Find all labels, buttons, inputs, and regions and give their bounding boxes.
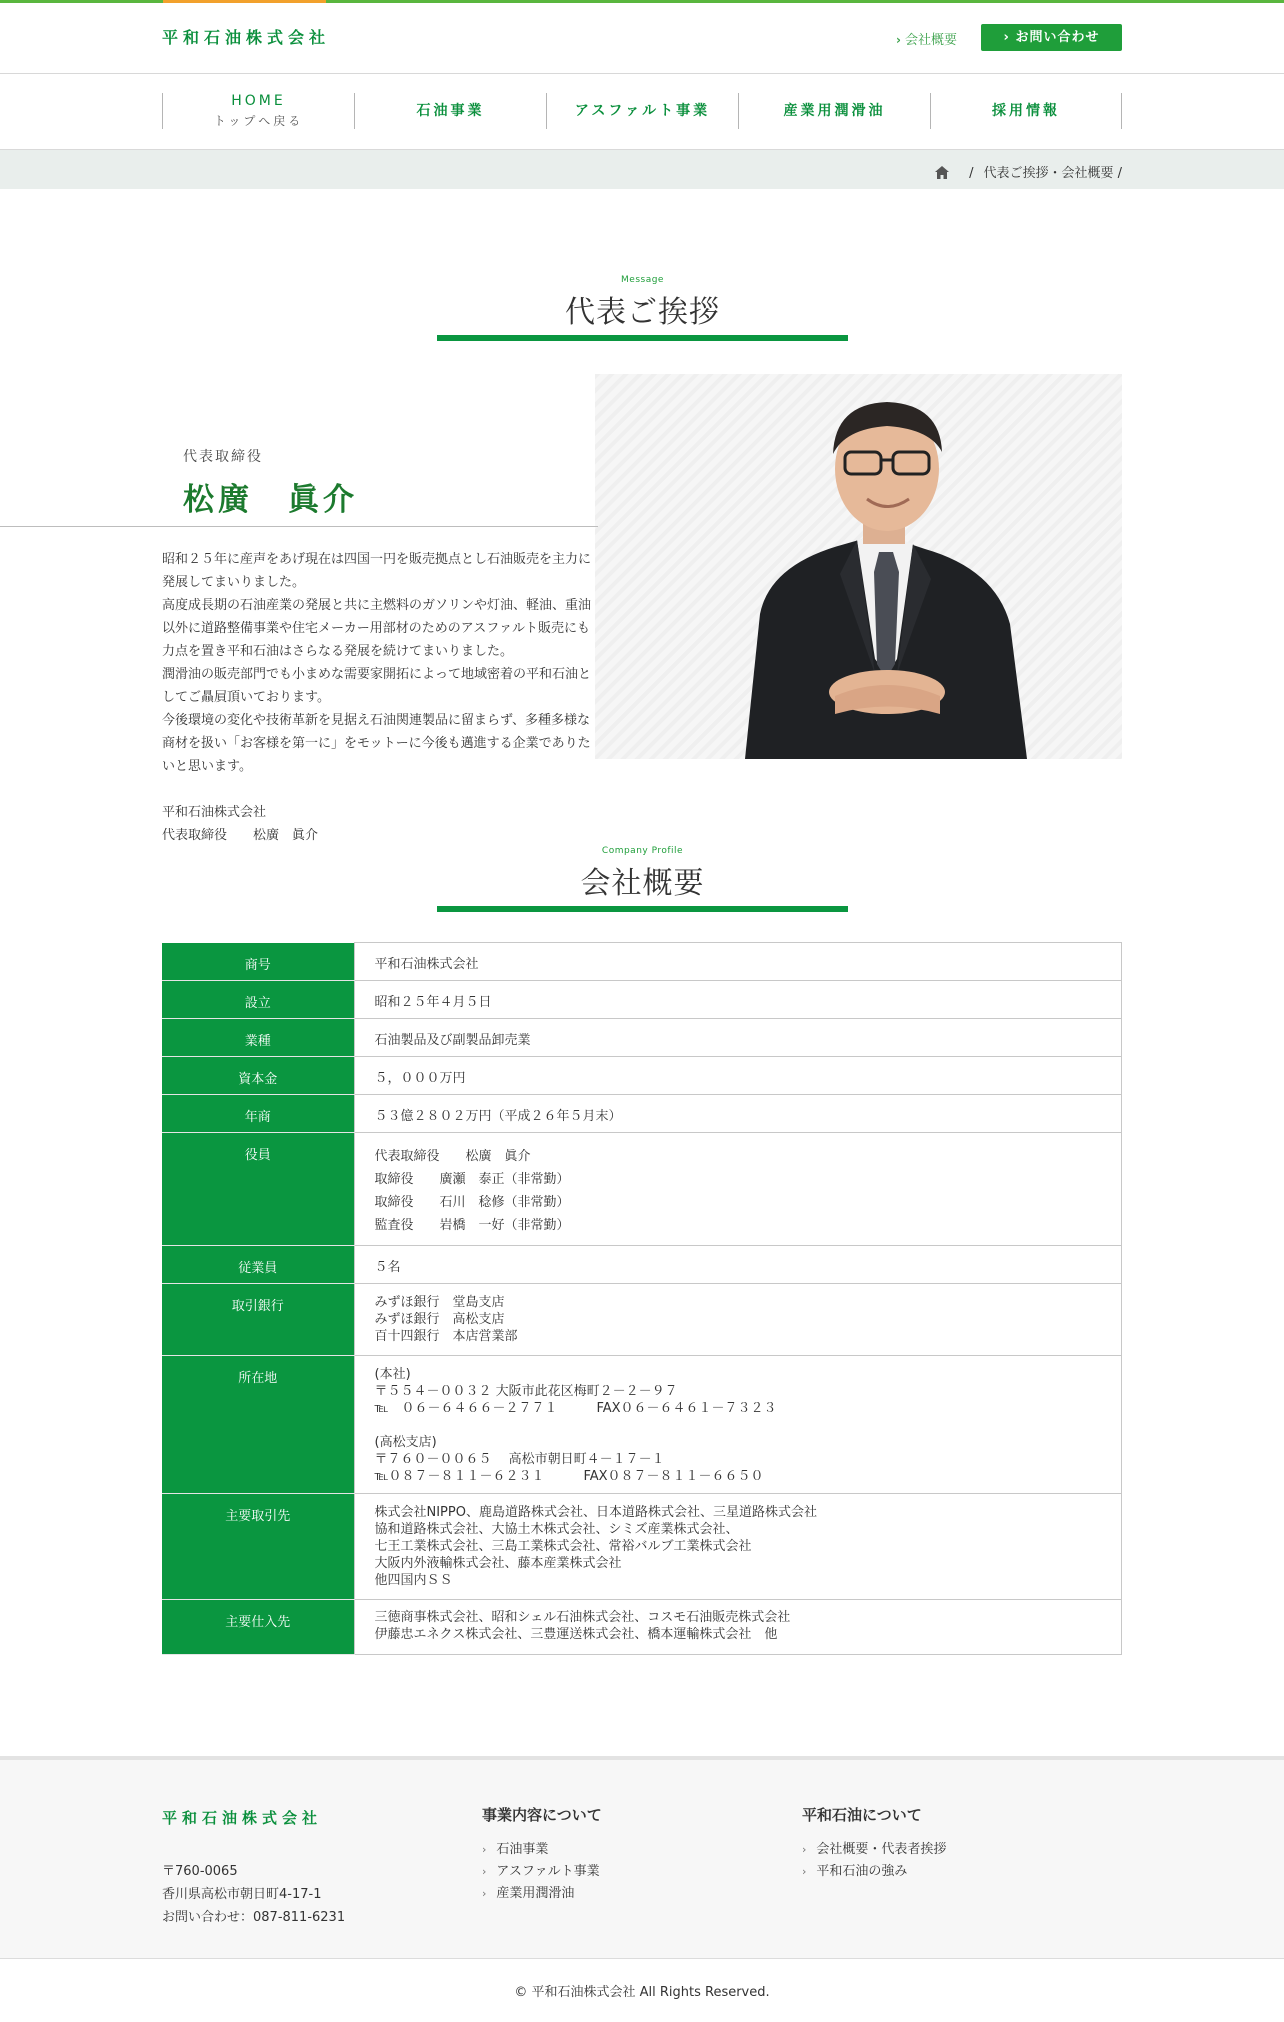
footer-link-label: 石油事業 [496,1842,549,1857]
footer-link-label: 産業用潤滑油 [496,1886,575,1901]
footer-phone: お問い合わせ：087-811-6231 [162,1910,346,1925]
nav-home-label: HOME [231,93,286,109]
signature-name: 代表取締役 松廣 眞介 [162,828,319,843]
value-line: 石油製品及び副製品卸売業 [374,1033,531,1048]
president-role: 代表取締役 [183,449,263,465]
value-line: (本社) [374,1367,411,1382]
table-row [162,1284,1122,1356]
value-line: 代表取締役 松廣 眞介 [374,1149,531,1164]
row-label: 資本金 [162,1057,354,1095]
row-value [354,1095,1122,1133]
row-label: 年商 [162,1095,354,1133]
row-label: 主要取引先 [162,1494,354,1600]
footer-link-oil[interactable] [482,1839,602,1861]
footer-postal: 〒760-0065 [162,1864,238,1879]
nav-recruit-label: 採用情報 [992,103,1060,119]
row-value [354,1057,1122,1095]
value-line [375,1417,1102,1434]
president-name: 松廣 眞介 [183,482,358,518]
president-photo [595,374,1122,759]
value-line: 取締役 廣瀬 泰正（非常勤） [374,1172,570,1187]
row-value [354,943,1122,981]
chevron-right-icon: › [482,1843,487,1856]
profile-title-underline [437,906,848,912]
main-nav [0,74,1284,149]
row-value [354,1494,1122,1600]
value-line: 取締役 石川 稔修（非常勤） [374,1195,570,1210]
chevron-right-icon: › [896,33,901,47]
value-line: 株式会社NIPPO、鹿島道路株式会社、日本道路株式会社、三星道路株式会社 [374,1505,817,1520]
footer-street: 香川県高松市朝日町4-17-1 [162,1887,322,1902]
row-label: 取引銀行 [162,1284,354,1356]
footer-address [162,1860,345,1929]
breadcrumb [0,149,1284,189]
message-title: 代表ご挨拶 [565,295,720,330]
breadcrumb-separator: / [969,166,974,181]
nav-lubricant-label: 産業用潤滑油 [783,103,886,119]
message-section-title [437,275,848,341]
row-value [354,1356,1122,1494]
row-label: 主要仕入先 [162,1600,354,1655]
footer-about-column [802,1804,946,1883]
message-paragraph: 昭和２５年に産声をあげ現在は四国一円を販売拠点とし石油販売を主力に発展してまいりました。 [162,552,592,590]
contact-button[interactable] [981,24,1122,51]
footer-link-label: 平和石油の強み [816,1864,908,1879]
table-row [162,1600,1122,1655]
home-icon[interactable] [935,166,949,183]
table-row [162,1095,1122,1133]
row-value [354,981,1122,1019]
message-paragraph: 高度成長期の石油産業の発展と共に主燃料のガソリンや灯油、軽油、重油以外に道路整備事業や住宅メーカー用部材のためのアスファルト販売にも力点を置き平和石油はさらなる発展を続けてまいりました。 [162,598,592,659]
row-label: 役員 [162,1133,354,1246]
nav-item-home[interactable] [162,93,354,129]
row-label: 従業員 [162,1246,354,1284]
table-row [162,1246,1122,1284]
row-value [354,1019,1122,1057]
nav-asphalt-label: アスファルト事業 [574,103,711,119]
row-label: 設立 [162,981,354,1019]
table-row [162,943,1122,981]
table-row [162,1019,1122,1057]
message-title-sub: Message [621,275,664,285]
chevron-right-icon: › [482,1865,487,1878]
row-label: 業種 [162,1019,354,1057]
row-value [354,1246,1122,1284]
value-line: (高松支店) [374,1435,437,1450]
table-row [162,1057,1122,1095]
site-logo[interactable]: 平和石油株式会社 [162,28,331,47]
company-overview-link-label: 会社概要 [904,33,957,48]
site-header [0,3,1284,74]
contact-button-label: お問い合わせ [1015,30,1100,45]
chevron-right-icon: › [482,1887,487,1900]
chevron-right-icon: › [802,1843,807,1856]
nav-oil-label: 石油事業 [416,103,485,119]
nav-item-lubricant[interactable] [738,93,930,129]
table-row [162,981,1122,1019]
signature-company: 平和石油株式会社 [162,805,267,820]
value-line: 三徳商事株式会社、昭和シェル石油株式会社、コスモ石油販売株式会社 [374,1610,791,1625]
table-row [162,1133,1122,1246]
row-value [354,1284,1122,1356]
nav-home-sublabel: トップへ戻る [213,114,304,128]
table-row [162,1356,1122,1494]
nav-item-oil[interactable] [354,93,546,129]
value-line: ℡０８７－８１１－６２３１ FAX０８７－８１１－６６５０ [374,1469,764,1484]
message-body [162,548,602,778]
footer-link-strengths[interactable] [802,1861,946,1883]
value-line: 監査役 岩橋 一好（非常勤） [374,1218,570,1233]
value-line: 昭和２５年４月５日 [374,995,492,1010]
value-line: 七王工業株式会社、三島工業株式会社、常裕バルブ工業株式会社 [374,1539,752,1554]
row-label: 所在地 [162,1356,354,1494]
footer-business-title: 事業内容について [482,1806,602,1824]
row-value [354,1600,1122,1655]
chevron-right-icon: › [802,1865,807,1878]
profile-section-title [437,846,848,912]
breadcrumb-trail [935,162,1122,183]
company-profile-table [162,942,1122,1655]
message-paragraph: 今後環境の変化や技術革新を見据え石油関連製品に留まらず、多種多様な商材を扱い「お客様を第一に」をモットーに今後も邁進する企業でありたいと思います。 [162,713,591,774]
site-footer [0,1756,1284,1958]
footer-logo[interactable]: 平和石油株式会社 [162,1809,323,1827]
footer-about-title: 平和石油について [802,1806,922,1824]
name-divider [0,526,598,527]
copyright-text: © 平和石油株式会社 All Rights Reserved. [514,1985,770,2000]
footer-link-lubricant[interactable] [482,1883,602,1905]
profile-title: 会社概要 [580,866,705,901]
breadcrumb-current: 代表ご挨拶・会社概要 / [983,166,1122,181]
value-line: 伊藤忠エネクス株式会社、三豊運送株式会社、橋本運輸株式会社 他 [374,1627,778,1642]
message-signature [162,801,318,847]
value-line: 協和道路株式会社、大協土木株式会社、シミズ産業株式会社、 [374,1522,739,1537]
value-line: 平和石油株式会社 [374,957,479,972]
copyright-bar [0,1958,1284,2022]
message-paragraph: 潤滑油の販売部門でも小まめな需要家開拓によって地域密着の平和石油としてご贔屓頂いております。 [162,667,592,705]
value-line: みずほ銀行 高松支店 [374,1312,505,1327]
footer-link-asphalt[interactable] [482,1861,602,1883]
value-line: 〒５５４－００３２ 大阪市此花区梅町２－２－９７ [374,1384,678,1399]
value-line: 百十四銀行 本店営業部 [374,1329,518,1344]
value-line: ５名 [374,1260,401,1275]
value-line: 他四国内ＳＳ [374,1573,453,1588]
message-title-underline [437,335,848,341]
value-line: 大阪内外液輸株式会社、藤本産業株式会社 [374,1556,622,1571]
row-value [354,1133,1122,1246]
value-line: ℡ ０６－６４６６－２７７１ FAX０６－６４６１－７３２３ [374,1401,777,1416]
nav-item-asphalt[interactable] [546,93,738,129]
value-line: ５，０００万円 [374,1071,466,1086]
footer-business-column [482,1804,602,1905]
value-line: 〒７６０－００６５ 高松市朝日町４－１７－１ [374,1452,665,1467]
company-overview-link[interactable] [896,29,957,48]
row-label: 商号 [162,943,354,981]
profile-title-sub: Company Profile [601,846,684,856]
chevron-right-icon: › [1003,30,1016,45]
value-line: みずほ銀行 堂島支店 [374,1295,505,1310]
footer-link-label: アスファルト事業 [496,1864,600,1879]
table-row [162,1494,1122,1600]
footer-link-company[interactable] [802,1839,946,1861]
value-line: ５３億２８０２万円（平成２６年５月末） [374,1109,622,1124]
footer-link-label: 会社概要・代表者挨拶 [816,1842,947,1857]
nav-item-recruit[interactable] [930,93,1122,129]
